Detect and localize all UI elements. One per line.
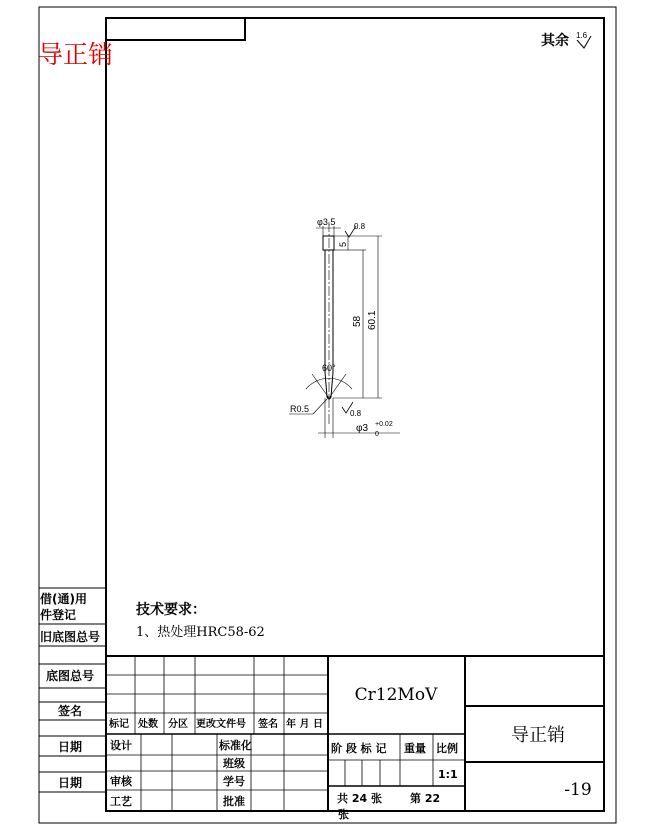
borrow-label-2: 件登记 <box>40 608 77 622</box>
rev-header-count: 处数 <box>138 719 158 730</box>
title-block <box>106 656 604 821</box>
dim-head-len: 5 <box>338 241 348 247</box>
process-label: 工艺 <box>110 795 132 808</box>
review-label: 审核 <box>110 775 132 788</box>
rev-header-zone: 分区 <box>168 719 188 730</box>
dim-head-dia: φ3.5 <box>317 217 336 227</box>
base-drawing-no-label: 底图总号 <box>46 669 95 683</box>
dim-body-len: 58 <box>352 315 363 327</box>
date-label-2: 日期 <box>58 776 83 790</box>
scale-label: 比例 <box>436 742 458 755</box>
rev-header-date: 年 月 日 <box>286 719 323 730</box>
part-name-red: 导正销 <box>38 40 114 69</box>
old-drawing-no-label: 旧底图总号 <box>40 630 101 644</box>
material: Cr12MoV <box>354 685 438 705</box>
default-roughness-label: 其余 <box>541 33 569 49</box>
total-sheets: 共 24 张 <box>337 792 382 805</box>
left-strip <box>39 588 106 792</box>
dim-total-len: 60.1 <box>367 310 378 330</box>
drawing-number: -19 <box>564 780 592 800</box>
sign-label: 签名 <box>58 704 83 718</box>
tech-req-item-1: 1、热处理HRC58-62 <box>136 625 265 640</box>
dim-angle: 60° <box>322 363 336 373</box>
stage-mark-label: 阶 段 标 记 <box>331 742 387 755</box>
approve-label: 批准 <box>223 795 245 808</box>
rev-header-sign: 签名 <box>258 719 278 730</box>
head-roughness-value: 0.8 <box>354 222 366 231</box>
rev-header-mark: 标记 <box>109 719 129 730</box>
rev-header-doc-no: 更改文件号 <box>196 719 246 730</box>
sheet-number: 第 22 <box>410 792 441 805</box>
top-left-code-box <box>106 18 245 40</box>
tip-roughness-value: 0.8 <box>350 409 362 418</box>
borrow-label-1: 借(通)用 <box>40 592 87 606</box>
student-no-label: 学号 <box>223 775 245 788</box>
tech-req-title: 技术要求： <box>136 602 206 618</box>
pin-head <box>323 236 334 250</box>
scale-value: 1:1 <box>438 768 458 781</box>
dim-shank-dia: φ3 <box>356 423 369 434</box>
part-name: 导正销 <box>511 725 565 746</box>
design-label: 设计 <box>110 739 132 752</box>
dim-tol-lower: 0 <box>375 431 379 438</box>
class-label: 班级 <box>223 757 245 770</box>
sheet-suffix: 张 <box>338 808 349 821</box>
dim-radius: R0.5 <box>290 404 310 414</box>
date-label-1: 日期 <box>58 740 83 754</box>
weight-label: 重量 <box>404 742 426 755</box>
default-roughness-value: 1.6 <box>576 31 588 40</box>
default-roughness <box>541 31 591 49</box>
part-view <box>289 217 400 438</box>
dim-tol-upper: +0.02 <box>375 421 393 428</box>
standardize-label: 标准化 <box>219 739 252 752</box>
